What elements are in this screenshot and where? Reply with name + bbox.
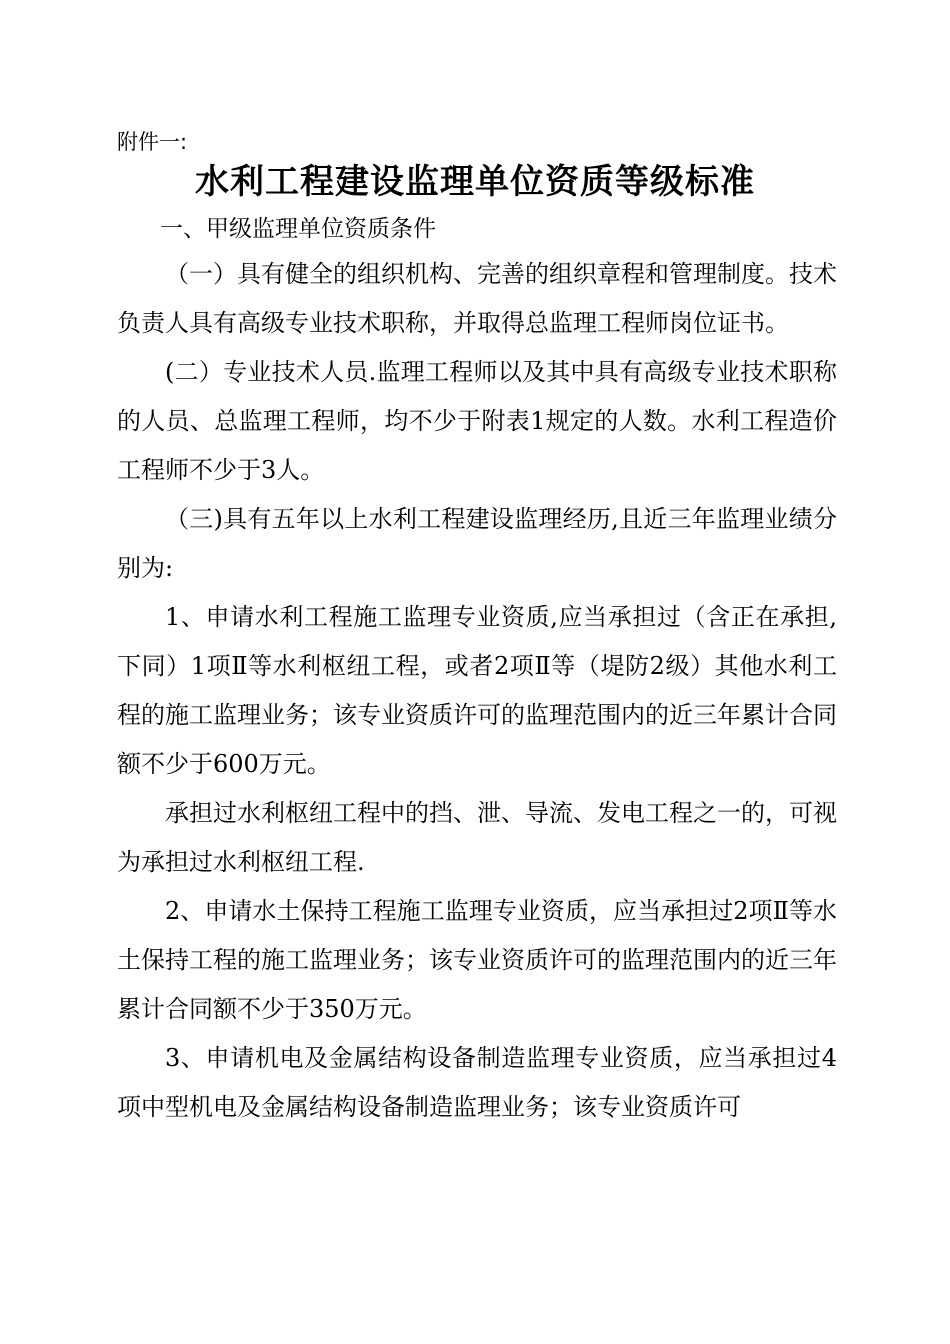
section-heading: 一、甲级监理单位资质条件 [160,216,436,242]
paragraph-3: （三)具有五年以上水利工程建设监理经历,且近三年监理业绩分别为: [117,505,837,582]
paragraph-1: （一）具有健全的组织机构、完善的组织章程和管理制度。技术负责人具有高级专业技术职称，并取得总监理工程师岗位证书。 [117,260,837,337]
paragraph-7: 3、申请机电及金属结构设备制造监理专业资质，应当承担过4项中型机电及金属结构设备制造监理业务；该专业资质许可 [117,1044,837,1121]
paragraph-4: 1、申请水利工程施工监理专业资质,应当承担过（含正在承担,下同）1项Ⅱ等水利枢纽工程，或者2项Ⅱ等（堤防2级）其他水利工程的施工监理业务；该专业资质许可的监理范围内的近三年累计合同额不少于600万元。 [117,603,837,778]
paragraph-5: 承担过水利枢纽工程中的挡、泄、导流、发电工程之一的，可视为承担过水利枢纽工程. [117,799,837,876]
paragraph-6: 2、申请水土保持工程施工监理专业资质，应当承担过2项Ⅱ等水土保持工程的施工监理业务；该专业资质许可的监理范围内的近三年累计合同额不少于350万元。 [117,897,837,1023]
attachment-label: 附件一: [117,130,188,154]
body-text [117,250,837,1132]
document-title: 水利工程建设监理单位资质等级标准 [195,162,755,202]
paragraph-2: (二）专业技术人员.监理工程师以及其中具有高级专业技术职称的人员、总监理工程师，均不少于附表1规定的人数。水利工程造价工程师不少于3人。 [117,358,837,484]
